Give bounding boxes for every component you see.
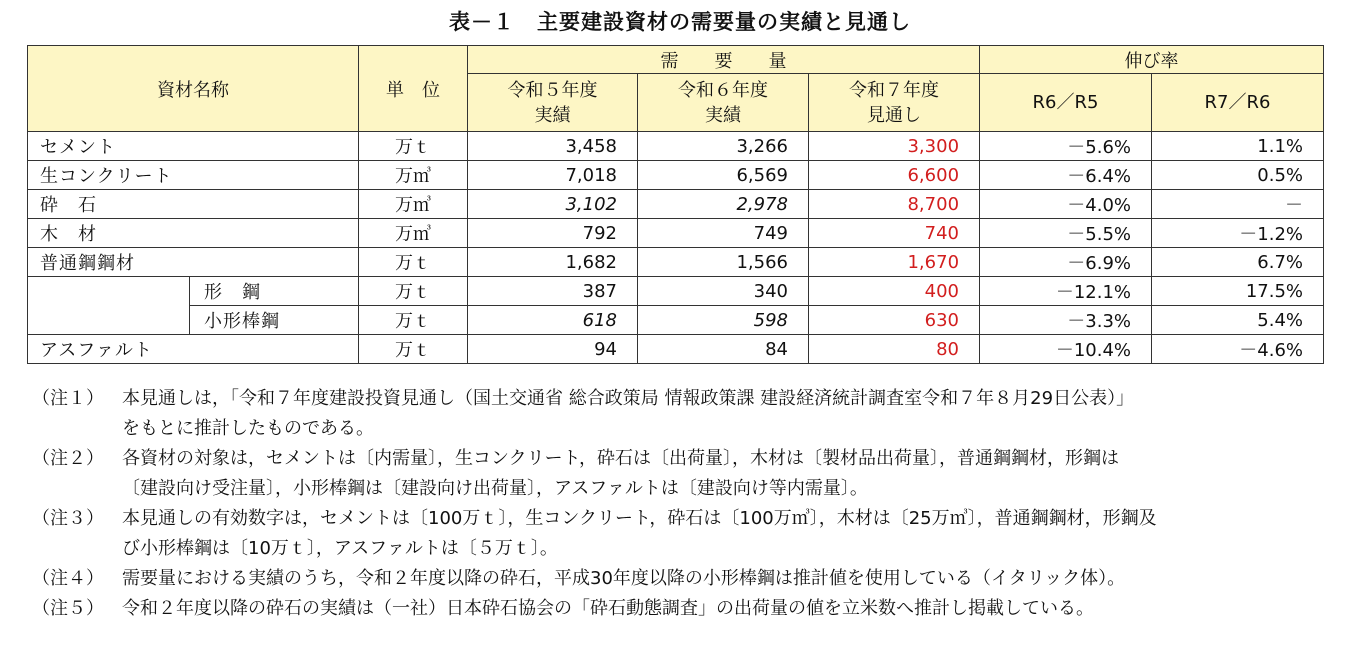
- row-name: セメント: [28, 132, 359, 161]
- row-g2: －: [1152, 190, 1324, 219]
- indent-cell: [28, 306, 190, 335]
- row-name: 普通鋼鋼材: [28, 248, 359, 277]
- row-r6: 340: [638, 277, 809, 306]
- row-g2: －4.6%: [1152, 335, 1324, 364]
- note-line1: 本見通しは，「令和７年度建設投資見通し（国土交通省 総合政策局 情報政策課 建設経済統計調査室令和７年８月29日公表）」: [122, 388, 1135, 409]
- header-r7-line1: 令和７年度: [849, 79, 939, 101]
- row-r6: 3,266: [638, 132, 809, 161]
- table-row-sub: [28, 306, 1324, 335]
- header-r5-line2: 実績: [534, 104, 571, 126]
- demand-table: [27, 45, 1324, 364]
- row-g1: －12.1%: [980, 277, 1152, 306]
- indent-cell: [28, 277, 190, 306]
- row-g2: 17.5%: [1152, 277, 1324, 306]
- header-r7: [809, 74, 980, 132]
- note-line1: 令和２年度以降の砕石の実績は（一社）日本砕石協会の「砕石動態調査」の出荷量の値を立米数へ推計し掲載している。: [122, 598, 1094, 619]
- row-name: 形 鋼: [190, 277, 359, 306]
- note-line1: 本見通しの有効数字は，セメントは〔100万ｔ〕，生コンクリート，砕石は〔100万㎥〕，木材は〔25万㎥〕，普通鋼鋼材，形鋼及: [122, 508, 1157, 529]
- row-r5: 7,018: [468, 161, 638, 190]
- header-material-name: 資材名称: [28, 46, 359, 132]
- row-name: アスファルト: [28, 335, 359, 364]
- row-g1: －3.3%: [980, 306, 1152, 335]
- note-label: （注５）: [32, 598, 104, 619]
- notes: [32, 384, 1332, 624]
- note-line1: 需要量における実績のうち，令和２年度以降の砕石，平成30年度以降の小形棒鋼は推計値を使用している（イタリック体）。: [122, 568, 1126, 589]
- row-g1: －4.0%: [980, 190, 1152, 219]
- note-item: [32, 504, 1332, 564]
- header-row-1: [28, 46, 1324, 74]
- row-r7: 6,600: [809, 161, 980, 190]
- note-item: [32, 564, 1332, 594]
- row-r6: 2,978: [638, 190, 809, 219]
- row-r6: 598: [638, 306, 809, 335]
- table-row-sub: [28, 277, 1324, 306]
- row-r7: 630: [809, 306, 980, 335]
- row-name: 砕 石: [28, 190, 359, 219]
- row-unit: 万㎥: [359, 190, 468, 219]
- row-unit: 万ｔ: [359, 277, 468, 306]
- header-r7-line2: 見通し: [867, 104, 921, 126]
- row-g2: 1.1%: [1152, 132, 1324, 161]
- row-g1: －6.4%: [980, 161, 1152, 190]
- note-line2: び小形棒鋼は〔10万ｔ〕，アスファルトは〔５万ｔ〕。: [122, 538, 558, 559]
- row-r7: 80: [809, 335, 980, 364]
- row-r5: 1,682: [468, 248, 638, 277]
- row-g1: －5.5%: [980, 219, 1152, 248]
- header-g1: R6／R5: [980, 74, 1152, 132]
- row-unit: 万㎥: [359, 161, 468, 190]
- row-unit: 万ｔ: [359, 306, 468, 335]
- row-unit: 万ｔ: [359, 335, 468, 364]
- row-g2: 5.4%: [1152, 306, 1324, 335]
- table-row: [28, 132, 1324, 161]
- table-row: [28, 335, 1324, 364]
- table-row: [28, 248, 1324, 277]
- note-label: （注３）: [32, 508, 104, 529]
- row-name: 生コンクリート: [28, 161, 359, 190]
- row-r5: 792: [468, 219, 638, 248]
- header-demand: 需 要 量: [468, 46, 980, 74]
- row-r5: 618: [468, 306, 638, 335]
- row-unit: 万㎥: [359, 219, 468, 248]
- row-r5: 3,102: [468, 190, 638, 219]
- note-item: [32, 444, 1332, 504]
- header-growth: 伸び率: [980, 46, 1324, 74]
- header-r6-line1: 令和６年度: [678, 79, 768, 101]
- header-g2: R7／R6: [1152, 74, 1324, 132]
- row-r5: 387: [468, 277, 638, 306]
- note-line1: 各資材の対象は，セメントは〔内需量〕，生コンクリート，砕石は〔出荷量〕，木材は〔製材品出荷量〕，普通鋼鋼材，形鋼は: [122, 448, 1120, 469]
- header-r5: [468, 74, 638, 132]
- table-row: [28, 219, 1324, 248]
- table-title: 表－１ 主要建設資材の需要量の実績と見通し: [449, 10, 911, 34]
- row-name: 小形棒鋼: [190, 306, 359, 335]
- row-g1: －5.6%: [980, 132, 1152, 161]
- row-r7: 8,700: [809, 190, 980, 219]
- row-r6: 84: [638, 335, 809, 364]
- row-unit: 万ｔ: [359, 248, 468, 277]
- row-r7: 740: [809, 219, 980, 248]
- note-line2: をもとに推計したものである。: [122, 418, 374, 439]
- row-unit: 万ｔ: [359, 132, 468, 161]
- row-r7: 3,300: [809, 132, 980, 161]
- row-r6: 6,569: [638, 161, 809, 190]
- note-line2: 〔建設向け受注量〕，小形棒鋼は〔建設向け出荷量〕，アスファルトは〔建設向け等内需量〕。: [122, 478, 868, 499]
- header-unit: 単 位: [359, 46, 468, 132]
- row-g1: －10.4%: [980, 335, 1152, 364]
- row-r6: 1,566: [638, 248, 809, 277]
- table-row: [28, 190, 1324, 219]
- row-r5: 94: [468, 335, 638, 364]
- note-item: [32, 384, 1332, 444]
- row-name: 木 材: [28, 219, 359, 248]
- header-r6: [638, 74, 809, 132]
- note-label: （注４）: [32, 568, 104, 589]
- note-label: （注１）: [32, 388, 104, 409]
- table-row: [28, 161, 1324, 190]
- note-item: [32, 594, 1332, 624]
- header-r5-line1: 令和５年度: [507, 79, 598, 101]
- header-r6-line2: 実績: [705, 104, 741, 126]
- row-r7: 1,670: [809, 248, 980, 277]
- row-g2: 0.5%: [1152, 161, 1324, 190]
- row-r5: 3,458: [468, 132, 638, 161]
- row-g2: －1.2%: [1152, 219, 1324, 248]
- row-r7: 400: [809, 277, 980, 306]
- row-r6: 749: [638, 219, 809, 248]
- row-g1: －6.9%: [980, 248, 1152, 277]
- note-label: （注２）: [32, 448, 104, 469]
- row-g2: 6.7%: [1152, 248, 1324, 277]
